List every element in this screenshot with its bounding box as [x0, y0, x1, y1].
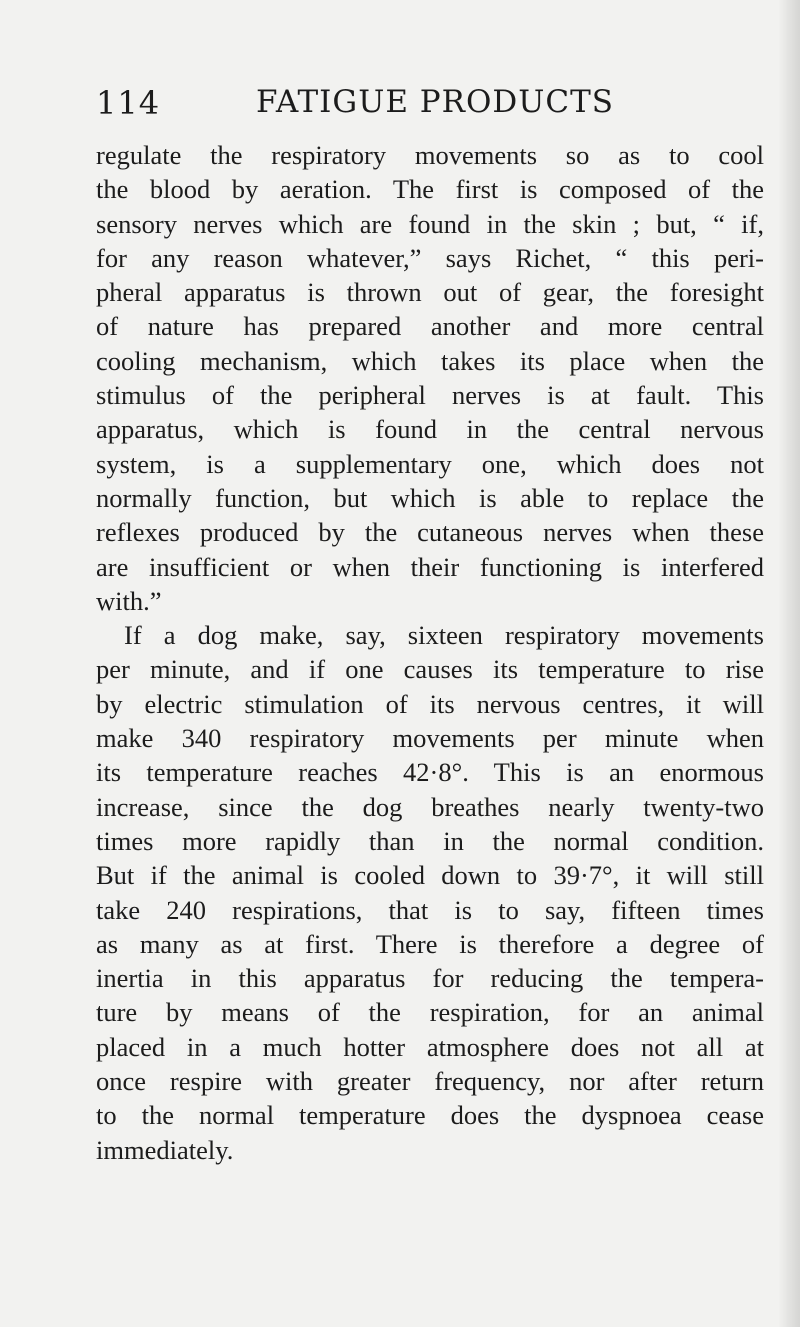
text-line: regulate the respiratory movements so as to cool	[96, 140, 764, 170]
text-line: to the normal temperature does the dyspnoea cease	[96, 1100, 764, 1131]
text-line: once respire with greater frequency, nor after return	[96, 1066, 764, 1097]
text-line: for any reason whatever,” says Richet, “ this peri-	[96, 242, 764, 273]
text-line: times more rapidly than in the normal condition.	[96, 825, 764, 856]
text-line: system, is a supplementary one, which does not	[96, 448, 764, 479]
text-line: cooling mechanism, which takes its place when the	[96, 345, 764, 376]
text-line: stimulus of the peripheral nerves is at fault. This	[96, 380, 764, 411]
page-number: 114	[96, 84, 161, 122]
text-line: make 340 respiratory movements per minute when	[96, 723, 764, 754]
text-line: immediately.	[96, 1134, 234, 1165]
text-line: ture by means of the respiration, for an animal	[96, 997, 764, 1028]
text-line: If a dog make, say, sixteen respiratory movements	[124, 620, 764, 651]
text-line: per minute, and if one causes its temperature to rise	[96, 654, 764, 685]
text-line: with.”	[96, 585, 162, 616]
running-title: FATIGUE PRODUCTS	[256, 84, 615, 120]
text-line: are insufficient or when their functioning is interfered	[96, 551, 764, 582]
text-line: normally function, but which is able to replace the	[96, 482, 764, 513]
body-text	[96, 138, 764, 1167]
text-line: inertia in this apparatus for reducing the tempera-	[96, 963, 764, 994]
text-line: apparatus, which is found in the central nervous	[96, 414, 764, 445]
text-line: its temperature reaches 42·8°. This is an enormous	[96, 757, 764, 788]
text-line: of nature has prepared another and more central	[96, 311, 764, 342]
text-line: placed in a much hotter atmosphere does not all at	[96, 1031, 764, 1062]
text-line: take 240 respirations, that is to say, fifteen times	[96, 894, 764, 925]
text-line: reflexes produced by the cutaneous nerves when these	[96, 517, 764, 548]
text-line: But if the animal is cooled down to 39·7°, it will still	[96, 860, 764, 891]
text-line: as many as at first. There is therefore a degree of	[96, 928, 764, 959]
text-line: increase, since the dog breathes nearly twenty-two	[96, 791, 764, 822]
text-line: the blood by aeration. The first is composed of the	[96, 174, 764, 205]
running-head	[96, 84, 764, 128]
text-line: pheral apparatus is thrown out of gear, the foresight	[96, 277, 764, 308]
text-line: by electric stimulation of its nervous centres, it will	[96, 688, 764, 719]
page-edge-shadow	[778, 0, 800, 1327]
text-line: sensory nerves which are found in the skin ; but, “ if,	[96, 208, 764, 239]
